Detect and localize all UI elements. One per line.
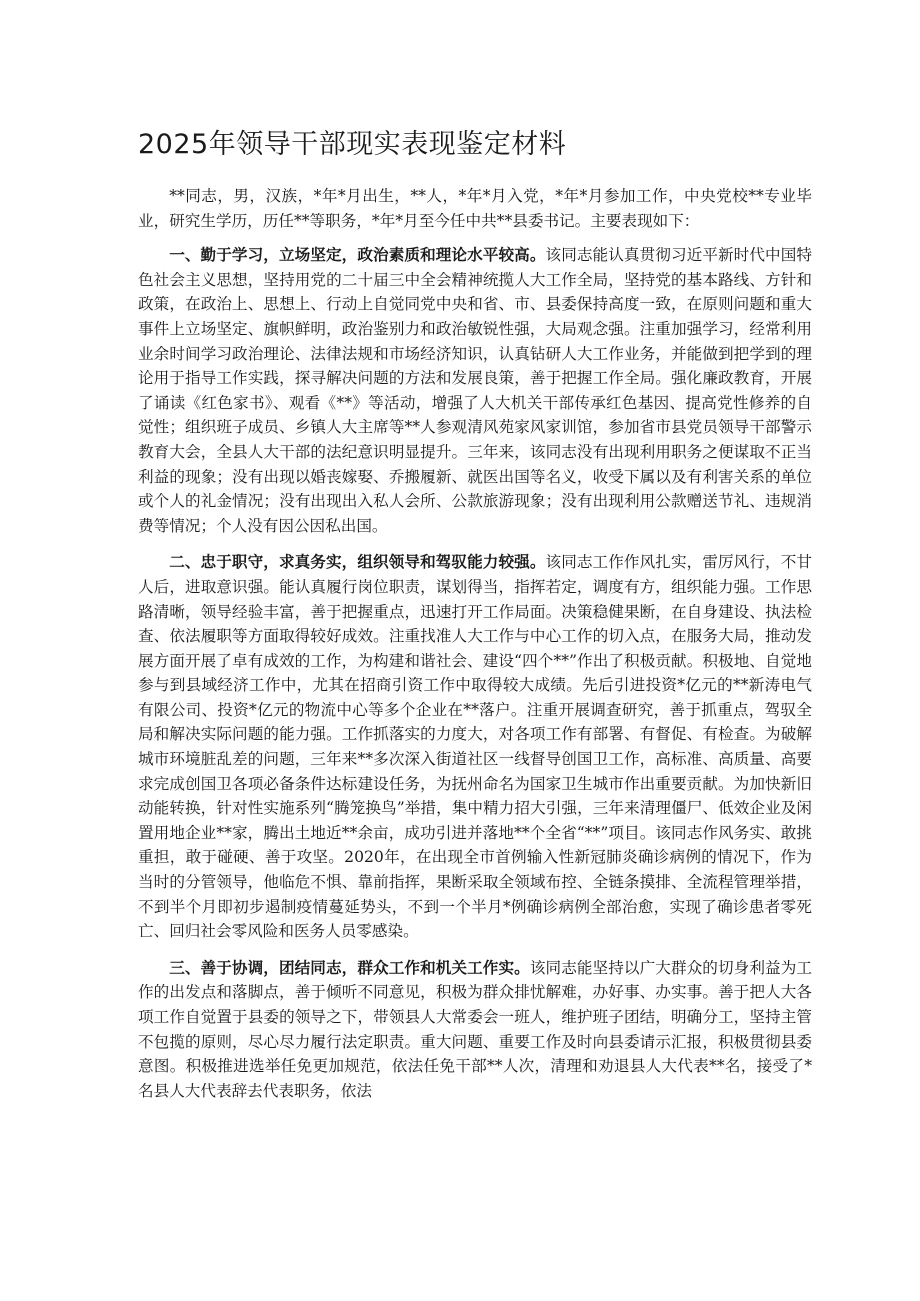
document-title: 2025年领导干部现实表现鉴定材料 xyxy=(138,129,567,160)
section-heading-1: 一、勤于学习，立场坚定，政治素质和理论水平较高。 xyxy=(169,246,546,265)
section-heading-3: 三、善于协调，团结同志，群众工作和机关工作实。 xyxy=(169,958,530,977)
section-paragraph-2 xyxy=(138,550,812,944)
section-body-3: 该同志能坚持以广大群众的切身利益为工作的出发点和落脚点，善于倾听不同意见，积极为群众排忧解难，办好事、办实事。善于把人大各项工作自觉置于县委的领导之下，带领县人大常委会一班人，维护班子团结，明确分工，坚持主管不包揽的原则，尽心尽力履行法定职责。重大问题、重要工作及时向县委请示汇报，积极贯彻县委意图。积极推进选举任免更加规范，依法任免干部**人次，清理和劝退县人大代表**名，接受了*名县人大代表辞去代表职务，依法 xyxy=(138,958,812,1100)
intro-paragraph: **同志，男，汉族，*年*月出生，**人，*年*月入党，*年*月参加工作，中央党校**专业毕业，研究生学历，历任**等职务，*年*月至今任中共**县委书记。主要表现如下： xyxy=(138,187,812,230)
section-heading-2: 二、忠于职守，求真务实，组织领导和驾驭能力较强。 xyxy=(169,553,546,572)
section-body-1: 该同志能认真贯彻习近平新时代中国特色社会主义思想，坚持用党的二十届三中全会精神统揽人大工作全局，坚持党的基本路线、方针和政策，在政治上、思想上、行动上自觉同党中央和省、市、县委保持高度一致，在原则问题和重大事件上立场坚定、旗帜鲜明，政治鉴别力和政治敏锐性强，大局观念强。注重加强学习，经常利用业余时间学习政治理论、法律法规和市场经济知识，认真钻研人大工作业务，并能做到把学到的理论用于指导工作实践，探寻解决问题的方法和发展良策，善于把握工作全局。强化廉政教育，开展了诵读《红色家书》、观看《**》等活动，增强了人大机关干部传承红色基因、提高党性修养的自觉性；组织班子成员、乡镇人大主席等**人参观清风苑家风家训馆，参加省市县党员领导干部警示教育大会，全县人大干部的法纪意识明显提升。三年来，该同志没有出现利用职务之便谋取不正当利益的现象；没有出现以婚丧嫁娶、乔搬履新、就医出国等名义，收受下属以及有利害关系的单位或个人的礼金情况；没有出现出入私人会所、公款旅游现象；没有出现利用公款赠送节礼、违规消费等情况；个人没有因公因私出国。 xyxy=(138,246,812,535)
section-paragraph-1 xyxy=(138,243,812,538)
section-body-2: 该同志工作作风扎实，雷厉风行，不甘人后，进取意识强。能认真履行岗位职责，谋划得当，指挥若定，调度有方，组织能力强。工作思路清晰，领导经验丰富，善于把握重点，迅速打开工作局面。决策稳健果断，在自身建设、执法检查、依法履职等方面取得较好成效。注重找准人大工作与中心工作的切入点，在服务大局，推动发展方面开展了卓有成效的工作，为构建和谐社会、建设“四个**”作出了积极贡献。积极地、自觉地参与到县域经济工作中，尤其在招商引资工作中取得较大成绩。先后引进投资*亿元的**新涛电气有限公司、投资*亿元的物流中心等多个企业在**落户。注重开展调查研究，善于抓重点，驾驭全局和解决实际问题的能力强。工作抓落实的力度大，对各项工作有部署、有督促、有检查。为破解城市环境脏乱差的问题，三年来**多次深入街道社区一线督导创国卫工作，高标准、高质量、高要求完成创国卫各项必备条件达标建设任务，为抚州命名为国家卫生城市作出重要贡献。为加快新旧动能转换，针对性实施系列“腾笼换鸟”举措，集中精力招大引强，三年来清理僵尸、低效企业及闲置用地企业**家，腾出土地近**余亩，成功引进并落地**个全省“**”项目。该同志作风务实、敢挑重担，敢于碰硬、善于攻坚。2020年，在出现全市首例输入性新冠肺炎确诊病例的情况下，作为当时的分管领导，他临危不惧、靠前指挥，果断采取全领域布控、全链条摸排、全流程管理举措，不到半个月即初步遏制疫情蔓延势头，不到一个半月*例确诊病例全部治愈，实现了确诊患者零死亡、回归社会零风险和医务人员零感染。 xyxy=(138,553,812,941)
section-paragraph-3 xyxy=(138,956,812,1104)
